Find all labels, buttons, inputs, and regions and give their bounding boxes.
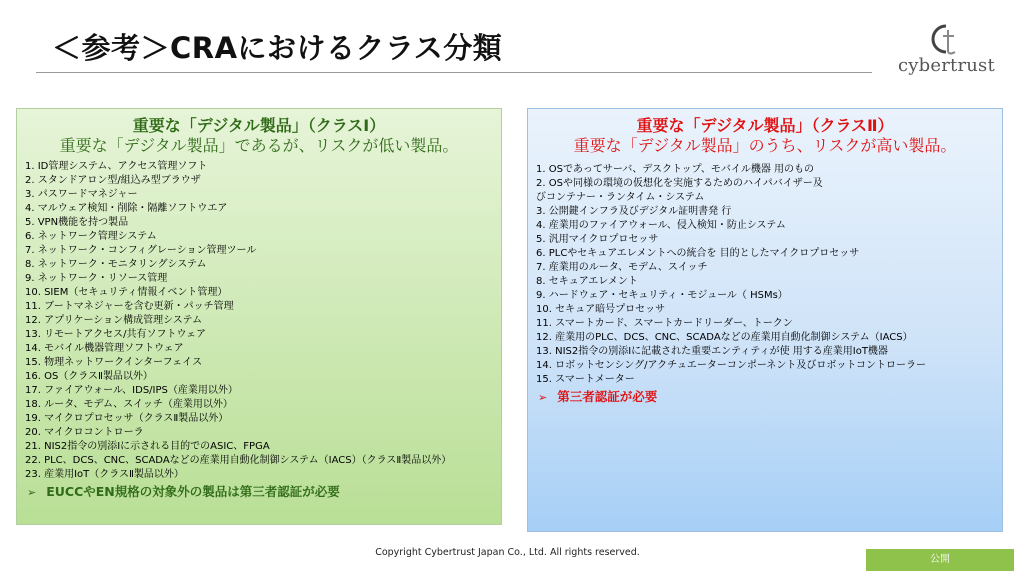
list-item: 2. OSや同様の環境の仮想化を実施するためのハイパバイザー及びコンテナー・ランタイム・システム [536,178,823,203]
list-item: 11. スマートカード、スマートカードリーダー、トークン [536,318,793,329]
list-item: 14. ロボットセンシング/アクチュエーターコンポーネント及びロボットコントローラー [536,360,926,371]
list-item: 5. VPN機能を持つ製品 [25,217,129,228]
list-item: 12. アプリケーション構成管理システム [25,315,203,326]
title-divider [36,72,872,73]
list-item: 10. セキュア暗号プロセッサ [536,304,666,315]
class-1-note-text: EUCCやEN規格の対象外の製品は第三者認証が必要 [46,484,340,499]
list-item: 22. PLC、DCS、CNC、SCADAなどの産業用自動化制御システム（IACS）（クラスⅡ製品以外） [25,455,452,466]
page-title: ＜参考＞CRAにおけるクラス分類 [52,31,503,65]
list-item: 1. ID管理システム、アクセス管理ソフト [25,161,208,172]
list-item: 17. ファイアウォール、IDS/IPS（産業用以外） [25,385,238,396]
cybertrust-logo [898,22,995,82]
list-item: 8. ネットワーク・モニタリングシステム [25,259,207,270]
cybertrust-logo-icon [924,22,964,56]
list-item: 13. リモートアクセス/共有ソフトウェア [25,329,207,340]
list-item: 7. ネットワーク・コンフィグレーション管理ツール [25,245,257,256]
class-1-subheading: 重要な「デジタル製品」であるが、リスクが低い製品。 [59,136,459,155]
class-2-panel [527,108,1003,532]
list-item: 20. マイクロコントローラ [25,427,144,438]
list-item: 7. 産業用のルータ、モデム、スイッチ [536,262,708,273]
copyright-footer: Copyright Cybertrust Japan Co., Ltd. All rights reserved. [375,547,640,558]
class-2-note [528,388,1002,406]
list-item: 6. PLCやセキュアエレメントへの統合を 目的としたマイクロプロセッサ [536,248,860,259]
list-item: 2. スタンドアロン型/組込み型ブラウザ [25,175,201,186]
list-item: 14. モバイル機器管理ソフトウェア [25,343,184,354]
list-item: 5. 汎用マイクロプロセッサ [536,234,659,245]
list-item: 3. 公開鍵インフラ及びデジタル証明書発 行 [536,206,732,217]
list-item: 11. ブートマネジャーを含む更新・パッチ管理 [25,301,234,312]
list-item: 10. SIEM（セキュリティ情報イベント管理） [25,287,228,298]
list-item: 16. OS（クラスⅡ製品以外） [25,371,153,382]
list-item: 4. 産業用のファイアウォール、侵入検知・防止システム [536,220,786,231]
triangle-arrow-icon: ➢ [27,486,37,499]
class-1-heading: 重要な「デジタル製品」（クラスⅠ） [132,116,386,135]
class-1-panel [16,108,502,525]
list-item: 15. 物理ネットワークインターフェイス [25,357,203,368]
public-badge: 公開 [866,549,1014,571]
list-item: 18. ルータ、モデム、スイッチ（産業用以外） [25,399,233,410]
list-item: 15. スマートメーター [536,374,635,385]
class-2-note-text: 第三者認証が必要 [557,389,658,404]
class-1-list [17,160,501,482]
list-item: 23. 産業用IoT（クラスⅡ製品以外） [25,469,184,480]
list-item: 8. セキュアエレメント [536,276,638,287]
class-2-heading: 重要な「デジタル製品」（クラスⅡ） [636,116,894,135]
triangle-arrow-icon: ➢ [538,391,548,404]
list-item: 4. マルウェア検知・削除・隔離ソフトウエア [25,203,228,214]
list-item: 6. ネットワーク管理システム [25,231,157,242]
list-item: 13. NIS2指令の別添Ⅰに記載された重要エンティティが使 用する産業用IoT機器 [536,346,888,357]
list-item: 19. マイクロプロセッサ（クラスⅡ製品以外） [25,413,229,424]
list-item: 12. 産業用のPLC、DCS、CNC、SCADAなどの産業用自動化制御システム（IACS） [536,332,913,343]
logo-text: cybertrust [898,55,995,76]
class-1-note [17,483,501,501]
list-item: 21. NIS2指令の別添Ⅰに示される目的でのASIC、FPGA [25,441,270,452]
class-2-subheading: 重要な「デジタル製品」のうち、リスクが高い製品。 [573,136,957,155]
list-item: 3. パスワードマネジャー [25,189,138,200]
list-item: 9. ハードウェア・セキュリティ・モジュール（ HSMs） [536,290,788,301]
class-2-list [528,163,1002,387]
list-item: 1. OSであってサーバ、デスクトップ、モバイル機器 用のもの [536,164,815,175]
list-item: 9. ネットワーク・リソース管理 [25,273,168,284]
